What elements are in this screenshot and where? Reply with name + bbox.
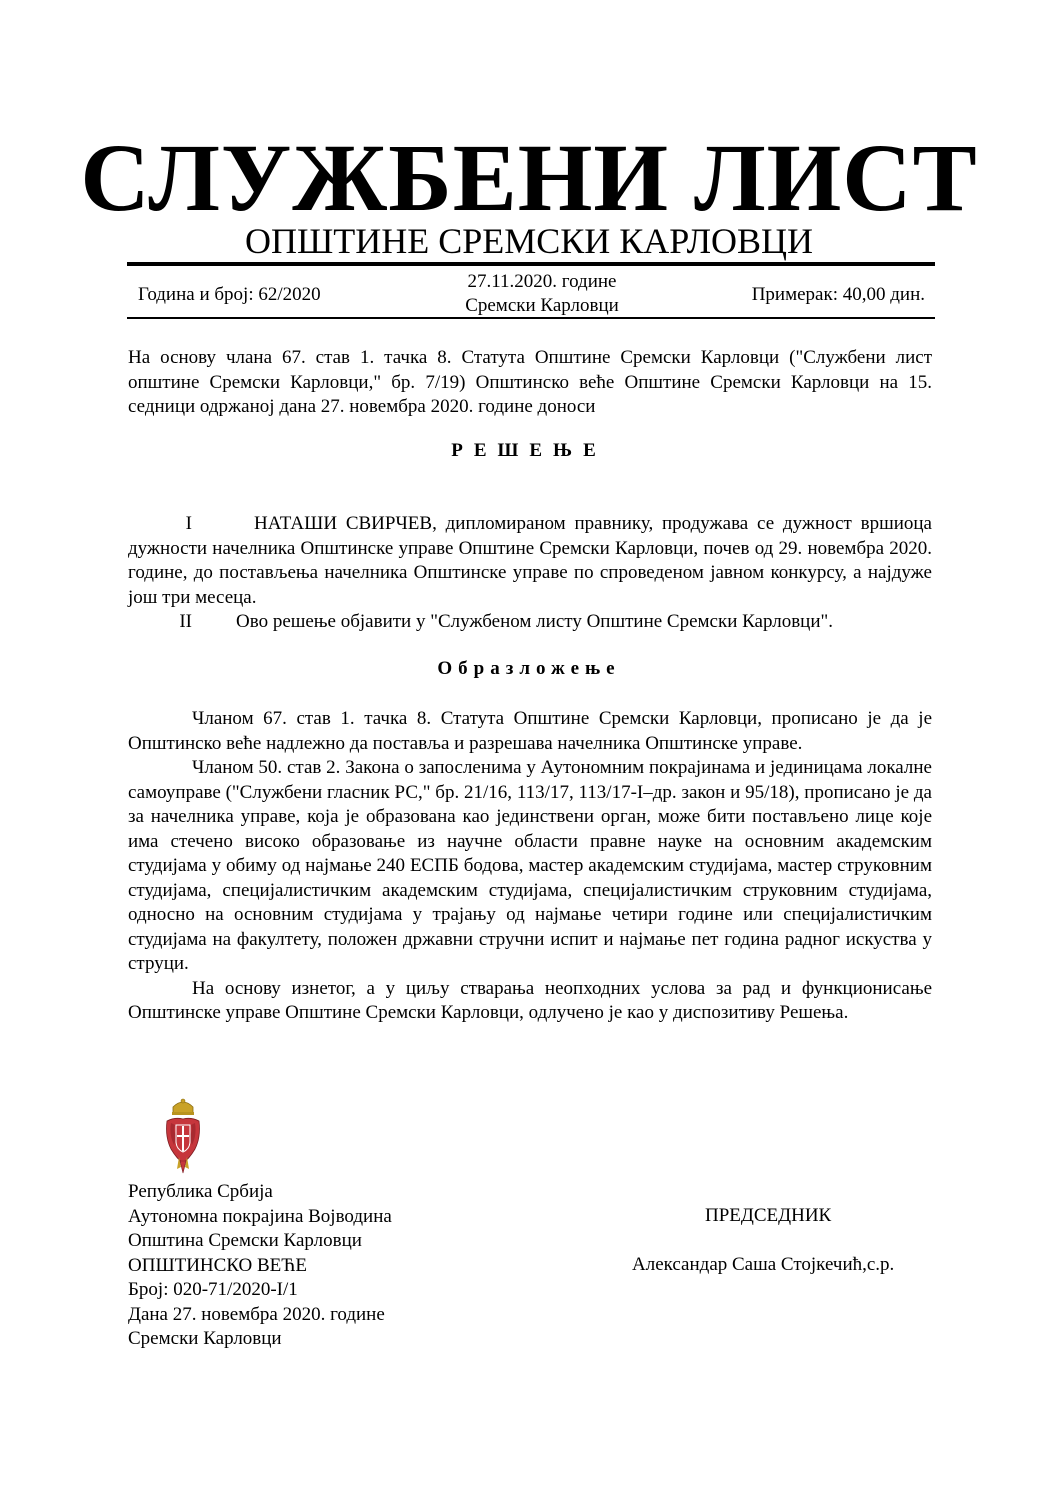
preamble	[128, 346, 932, 420]
decision-item-number: I	[185, 513, 192, 534]
decision-item-text: НАТАШИ СВИРЧЕВ, дипломираном правнику, продужава се дужност вршиоца дужности начелника Општинске управе Општине Сремски Карловци, почев од 29. новембра 2020. године, до постављења начелника Општинске управе по спроведеном јавном конкурсу, а најдуже још три месеца.	[128, 513, 932, 608]
issue-number: Година и број: 62/2020	[138, 284, 321, 305]
issue-price: Примерак: 40,00 дин.	[751, 284, 925, 305]
decision-heading: РЕШЕЊЕ	[451, 440, 607, 461]
issue-place: Сремски Карловци	[465, 295, 619, 316]
decision-item-text: Ово решење објавити у "Службеном листу Општине Сремски Карловци".	[236, 611, 834, 632]
decision-item-number: II	[179, 611, 192, 632]
serbian-coat-of-arms-icon	[163, 1097, 203, 1175]
issuer-block	[128, 1180, 392, 1352]
reasoning-body	[128, 707, 932, 1026]
decision-item	[128, 512, 932, 610]
issuer-line: Сремски Карловци	[128, 1328, 282, 1349]
president-name: Александар Саша Стојкечић,с.р.	[632, 1254, 895, 1275]
reasoning-paragraph: Чланом 50. став 2. Закона о запосленима у Аутономним покрајинама и јединицама локалне самоуправе ("Службени гласник РС," бр. 21/16, 113/17, 113/17-I–др. закон и 95/18), прописано је да за начелника управе, која је образована као јединствени орган, може бити постављено лице које има стечено високо образовање из научне области правне науке на основним академским студијама у обиму од најмање 240 ЕСПБ бодова, мастер академским студијама, мастер струковним студијама, специјалистичким академским студијама, специјалистичким струковним студијама, односно на основним студијама у трајању од најмање четири године или специјалистичким студијама на факултету, положен државни стручни испит и најмање пет година радног искуства у струци.	[128, 757, 932, 974]
issuer-line: Аутономна покрајина Војводина	[128, 1205, 392, 1227]
reasoning-paragraph: На основу изнетог, а у циљу стварања неопходних услова за рад и функционисање Општинске управе Општине Сремски Карловци, одлучено је као у диспозитиву Решења.	[128, 977, 932, 1023]
gazette-subtitle: ОПШТИНЕ СРЕМСКИ КАРЛОВЦИ	[244, 221, 814, 261]
issuer-line: Република Србија	[128, 1181, 273, 1202]
issuer-line: Број: 020-71/2020-I/1	[128, 1279, 298, 1300]
masthead-rule-top	[127, 262, 935, 266]
preamble-text: На основу члана 67. став 1. тачка 8. Статута Општине Сремски Карловци ("Службени лист општине Сремски Карловци," бр. 7/19) Општинско веће Општине Сремски Карловци на 15. седници одржаној дана 27. новембра 2020. године доноси	[128, 347, 932, 417]
issuer-line: Дана 27. новембра 2020. године	[128, 1303, 385, 1325]
issuer-line: ОПШТИНСКО ВЕЋЕ	[128, 1254, 307, 1276]
masthead-rule-bottom	[127, 317, 935, 319]
decision-item	[128, 610, 932, 635]
decision-items	[128, 512, 932, 635]
reasoning-paragraph: Чланом 67. став 1. тачка 8. Статута Општине Сремски Карловци, прописано је да је Општинско веће надлежно да поставља и разрешава начелника Општинске управе.	[128, 708, 932, 754]
president-title: ПРЕДСЕДНИК	[705, 1205, 832, 1226]
issuer-line: Општина Сремски Карловци	[128, 1230, 362, 1251]
gazette-title: СЛУЖБЕНИ ЛИСТ	[80, 124, 978, 231]
reasoning-heading: Образложење	[437, 658, 621, 679]
issue-date: 27.11.2020. године	[467, 271, 617, 292]
